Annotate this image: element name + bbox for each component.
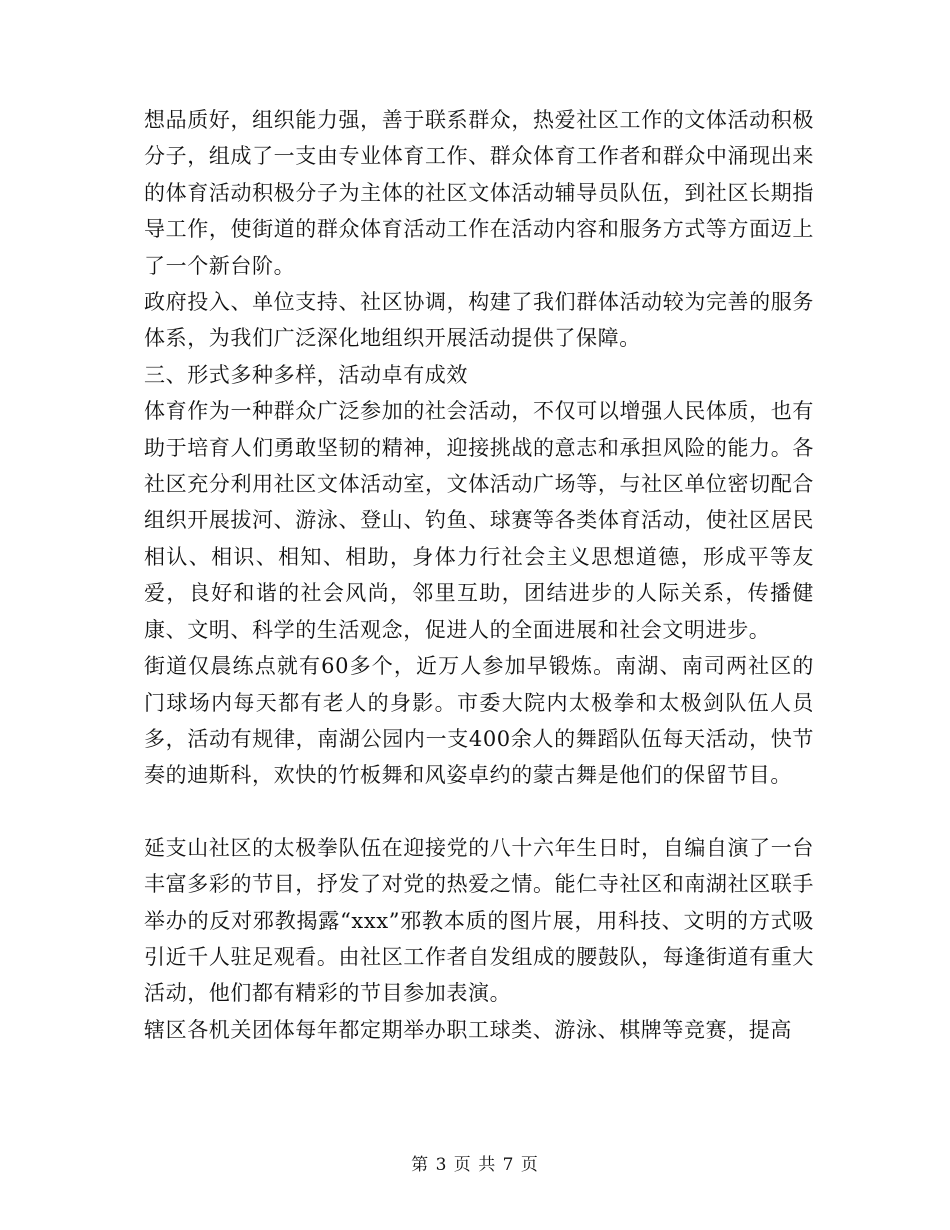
paragraph-organizations: 辖区各机关团体每年都定期举办职工球类、游泳、棋牌等竞赛，提高: [144, 1017, 792, 1042]
paragraph-spacer: [144, 794, 814, 830]
paragraph-volunteer-team: 想品质好，组织能力强，善于联系群众，热爱社区工作的文体活动积极分子，组成了一支由专业体育工作、群众体育工作者和群众中涌现出来的体育活动积极分子为主体的社区文体活动辅导员队伍，到社区长期指导工作，使街道的群众体育活动工作在活动内容和服务方式等方面迈上了一个新台阶。: [144, 108, 814, 278]
document-body: [144, 102, 814, 1048]
paragraph-service-system: 政府投入、单位支持、社区协调，构建了我们群体活动较为完善的服务体系，为我们广泛深化地组织开展活动提供了保障。: [144, 290, 814, 351]
page-number-footer: 第 3 页 共 7 页: [411, 1155, 539, 1175]
paragraph-morning-exercise: 街道仅晨练点就有60多个，近万人参加早锻炼。南湖、南司两社区的门球场内每天都有老人的身影。市委大院内太极拳和太极剑队伍人员多，活动有规律，南湖公园内一支400余人的舞蹈队伍每天活动，快节奏的迪斯科，欢快的竹板舞和风姿卓约的蒙古舞是他们的保留节目。: [144, 654, 814, 788]
section-heading: 三、形式多种多样，活动卓有成效: [144, 362, 468, 387]
paragraph-taiji-performance: 延支山社区的太极拳队伍在迎接党的八十六年生日时，自编自演了一台丰富多彩的节目，抒发了对党的热爱之情。能仁寺社区和南湖社区联手举办的反对邪教揭露“xxx”邪教本质的图片展，用科技、文明的方式吸引近千人驻足观看。由社区工作者自发组成的腰鼓队，每逢街道有重大活动，他们都有精彩的节目参加表演。: [144, 835, 814, 1006]
paragraph-sports-activities: 体育作为一种群众广泛参加的社会活动，不仅可以增强人民体质，也有助于培育人们勇敢坚韧的精神，迎接挑战的意志和承担风险的能力。各社区充分利用社区文体活动室，文体活动广场等，与社区单位密切配合组织开展拔河、游泳、登山、钓鱼、球赛等各类体育活动，使社区居民相认、相识、相知、相助，身体力行社会主义思想道德，形成平等友爱，良好和谐的社会风尚，邻里互助，团结进步的人际关系，传播健康、文明、科学的生活观念，促进人的全面进展和社会文明进步。: [144, 399, 814, 642]
